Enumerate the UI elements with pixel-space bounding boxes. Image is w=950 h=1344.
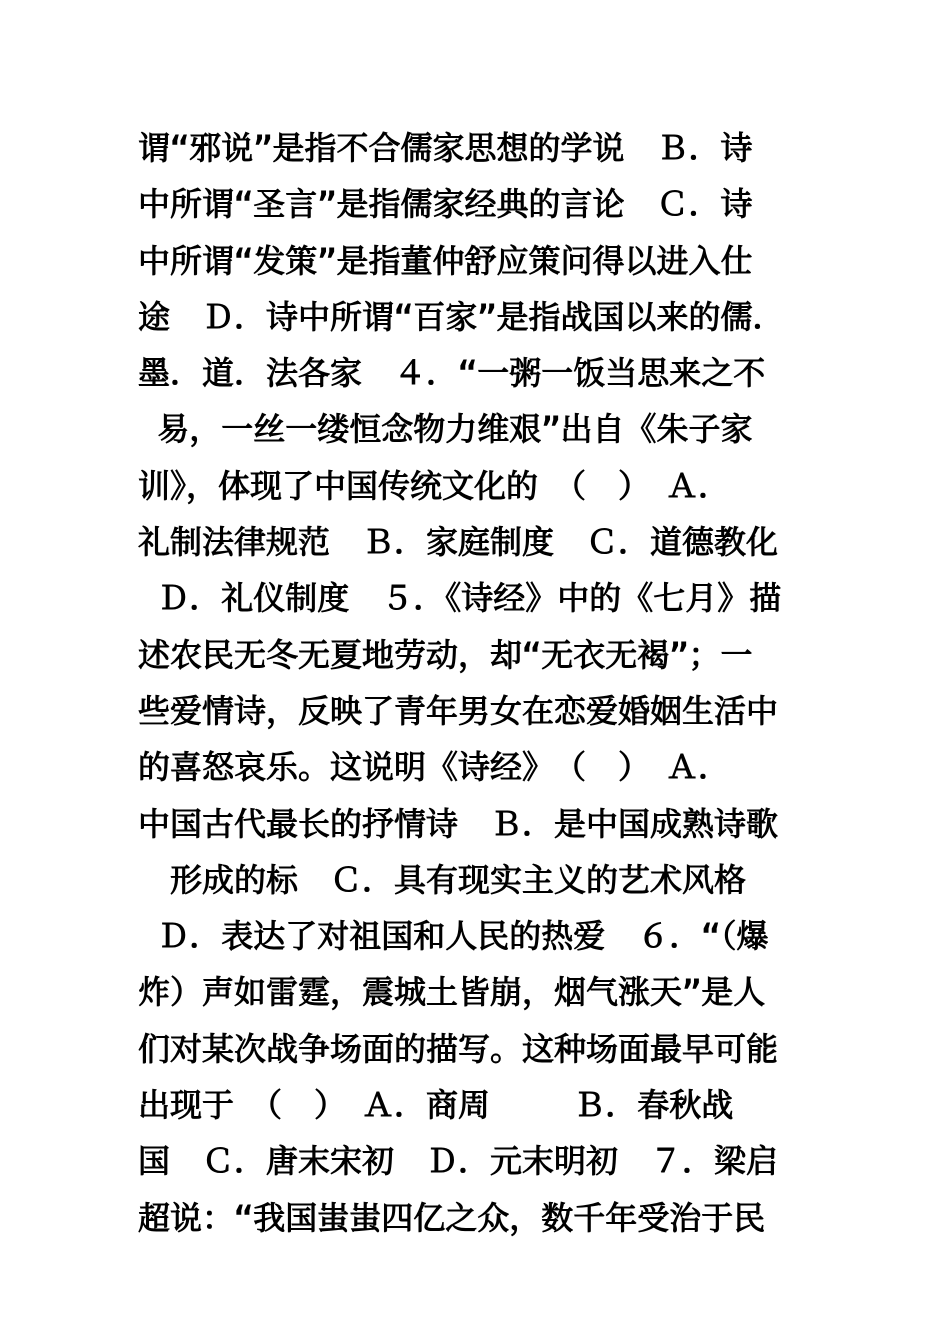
- text-line: 形成的标 Ｃ．具有现实主义的艺术风格: [138, 860, 747, 899]
- document-body: [138, 120, 838, 1246]
- text-line: 谓“邪说”是指不合儒家思想的学说 Ｂ．诗: [138, 129, 753, 167]
- text-line: 的喜怒哀乐。这说明《诗经》 （ ） Ａ．: [138, 748, 731, 787]
- text-line: 中国古代最长的抒情诗 Ｂ．是中国成熟诗歌: [138, 804, 779, 843]
- text-line: 礼制法律规范 Ｂ．家庭制度 Ｃ．道德教化: [138, 523, 779, 562]
- text-line: 中所谓“发策”是指董仲舒应策问得以进入仕: [138, 241, 753, 280]
- text-line: 炸）声如雷霆，震城土皆崩，烟气涨天”是人: [138, 973, 766, 1012]
- text-line: 途 Ｄ．诗中所谓“百家”是指战国以来的儒．: [138, 297, 785, 336]
- text-line: 超说：“我国蚩蚩四亿之众，数千年受治于民: [138, 1198, 766, 1237]
- text-line: 些爱情诗，反映了青年男女在恋爱婚姻生活中: [138, 691, 779, 730]
- text-line: 出现于 （ ） Ａ．商周 Ｂ．春秋战: [138, 1086, 734, 1125]
- text-line: Ｄ．表达了对祖国和人民的热爱 ６．“（爆: [138, 917, 769, 956]
- text-line: 述农民无冬无夏地劳动，却“无衣无褐”；一: [138, 635, 753, 674]
- text-line: 中所谓“圣言”是指儒家经典的言论 Ｃ．诗: [138, 185, 753, 224]
- text-line: 们对某次战争场面的描写。这种场面最早可能: [138, 1029, 779, 1068]
- text-line: 国 Ｃ．唐末宋初 Ｄ．元末明初 ７．梁启: [138, 1142, 779, 1181]
- text-line: Ｄ．礼仪制度 ５．《诗经》中的《七月》描: [138, 579, 782, 618]
- text-line: 训》，体现了中国传统文化的 （ ） Ａ．: [138, 466, 731, 505]
- text-line: 墨．道．法各家 ４．“一粥一饭当思来之不: [138, 354, 766, 393]
- text-line: 易，一丝一缕恒念物力维艰”出自《朱子家: [138, 410, 753, 449]
